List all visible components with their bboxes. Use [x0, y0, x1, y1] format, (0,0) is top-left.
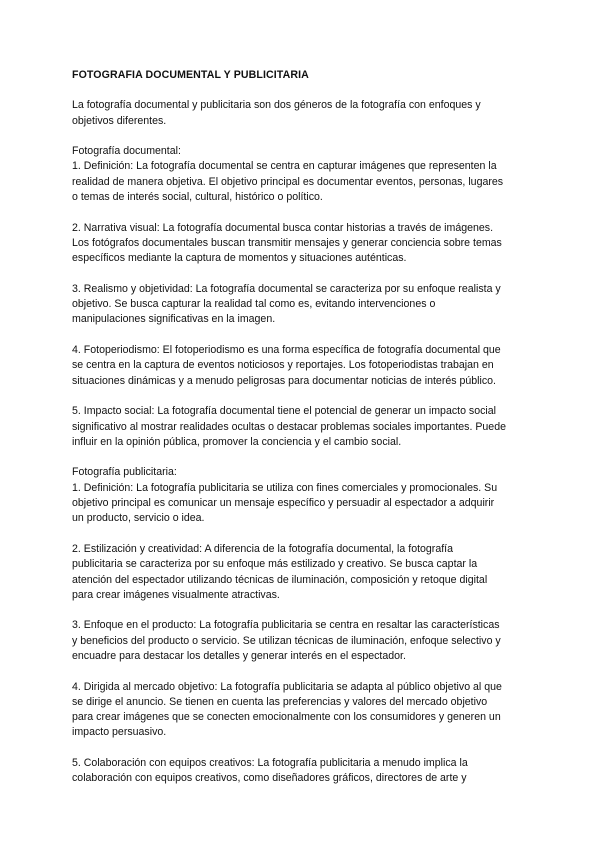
paragraph-intro	[72, 98, 532, 129]
paragraph-documental-realismo	[72, 282, 532, 328]
text-line: objetivos diferentes.	[72, 114, 167, 127]
text-line: atención del espectador utilizando técnicas de iluminación, composición y retoque digital	[72, 573, 488, 586]
text-line: y beneficios del producto o servicio. Se utilizan técnicas de iluminación, enfoque selectivo y	[72, 634, 501, 647]
text-line: influir en la opinión pública, promover la conciencia y el cambio social.	[72, 435, 402, 448]
text-line: 1. Definición: La fotografía publicitaria se utiliza con fines comerciales y promocionales. Su	[72, 481, 498, 494]
paragraph-documental-fotoperiodismo	[72, 343, 532, 389]
text-line: objetivo principal es comunicar un mensaje específico y persuadir al espectador a adquirir	[72, 497, 495, 510]
text-line: 1. Definición: La fotografía documental se centra en capturar imágenes que representen la	[72, 160, 497, 173]
paragraph-publicitaria-producto	[72, 618, 532, 664]
text-line: 5. Impacto social: La fotografía documental tiene el potencial de generar un impacto social	[72, 405, 497, 418]
paragraph-publicitaria-colaboracion	[72, 756, 532, 787]
text-line: 2. Estilización y creatividad: A diferencia de la fotografía documental, la fotografía	[72, 542, 454, 555]
text-line: se centra en la captura de eventos noticiosos y reportajes. Los fotoperiodistas trabajan en	[72, 359, 494, 372]
text-line: un producto, servicio o idea.	[72, 512, 205, 525]
document-page	[72, 68, 532, 802]
text-line: significativo al mostrar realidades ocultas o destacar problemas sociales importantes. Puede	[72, 420, 506, 433]
paragraph-documental-narrativa	[72, 221, 532, 267]
paragraph-documental-impacto	[72, 404, 532, 450]
text-line: objetivo. Se busca capturar la realidad tal como es, evitando intervenciones o	[72, 298, 436, 311]
text-line: 5. Colaboración con equipos creativos: La fotografía publicitaria a menudo implica la	[72, 757, 468, 770]
text-line: 2. Narrativa visual: La fotografía documental busca contar historias a través de imágenes.	[72, 221, 494, 234]
text-line: manipulaciones significativas en la imagen.	[72, 313, 276, 326]
text-line: específicos mediante la captura de momentos y situaciones auténticas.	[72, 252, 407, 265]
paragraph-documental-definicion	[72, 144, 532, 205]
text-line: o temas de interés social, cultural, histórico o político.	[72, 191, 323, 204]
text-line: 4. Fotoperiodismo: El fotoperiodismo es una forma específica de fotografía documental que	[72, 344, 501, 357]
text-line: 3. Realismo y objetividad: La fotografía documental se caracteriza por su enfoque realista y	[72, 282, 501, 295]
text-line: La fotografía documental y publicitaria son dos géneros de la fotografía con enfoques y	[72, 99, 481, 112]
text-line: impacto persuasivo.	[72, 726, 167, 739]
text-line: realidad de manera objetiva. El objetivo principal es documentar eventos, personas, lugares	[72, 175, 504, 188]
text-line: colaboración con equipos creativos, como diseñadores gráficos, directores de arte y	[72, 772, 467, 785]
text-line: para crear imágenes visualmente atractivas.	[72, 588, 280, 601]
paragraph-publicitaria-definicion	[72, 465, 532, 526]
paragraph-publicitaria-estilizacion	[72, 542, 532, 603]
section-heading: Fotografía documental:	[72, 145, 181, 158]
section-heading: Fotografía publicitaria:	[72, 466, 177, 479]
text-line: 3. Enfoque en el producto: La fotografía publicitaria se centra en resaltar las características	[72, 619, 500, 632]
text-line: Los fotógrafos documentales buscan transmitir mensajes y generar conciencia sobre temas	[72, 236, 502, 249]
document-title: FOTOGRAFIA DOCUMENTAL Y PUBLICITARIA	[72, 69, 309, 81]
text-line: para crear imágenes que se conecten emocionalmente con los consumidores y generen un	[72, 711, 501, 724]
text-line: 4. Dirigida al mercado objetivo: La fotografía publicitaria se adapta al público objetivo al que	[72, 680, 502, 693]
text-line: encuadre para destacar los detalles y generar interés en el espectador.	[72, 649, 406, 662]
text-line: situaciones dinámicas y a menudo peligrosas para documentar noticias de interés público.	[72, 374, 496, 387]
paragraph-publicitaria-mercado	[72, 680, 532, 741]
text-line: se dirige el anuncio. Se tienen en cuenta las preferencias y valores del mercado objetivo	[72, 695, 488, 708]
text-line: publicitaria se caracteriza por su enfoque más estilizado y creativo. Se busca captar la	[72, 558, 478, 571]
